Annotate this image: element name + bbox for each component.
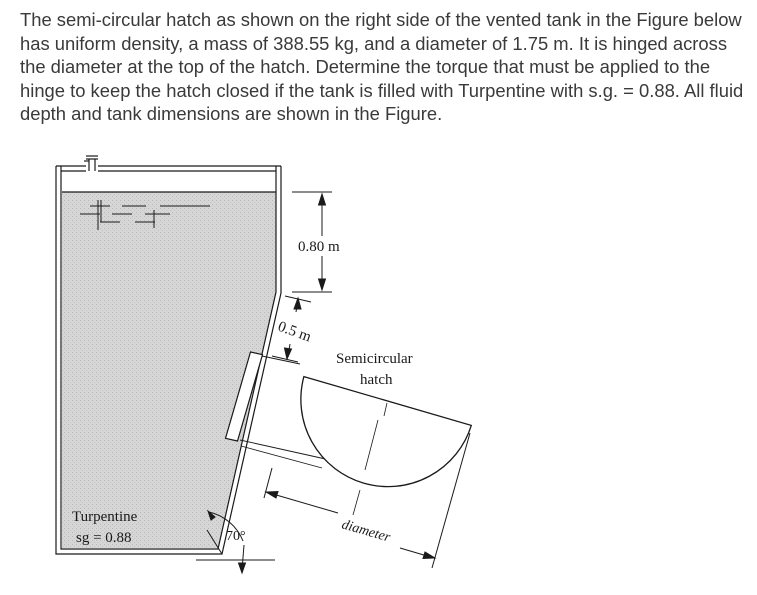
fluid-label-line1: Turpentine	[72, 509, 138, 525]
fluid-label-line2: sg = 0.88	[76, 530, 132, 546]
semicircular-hatch	[301, 377, 471, 487]
turpentine-fluid	[62, 192, 276, 548]
hatch-label-line1: Semicircular	[336, 351, 413, 367]
dim-slant-label: 0.5 m	[275, 318, 314, 346]
diameter-label: diameter	[339, 517, 392, 546]
dim-top-label: 0.80 m	[298, 239, 340, 255]
vent-icon	[84, 156, 98, 171]
angle-label: 70°	[226, 529, 246, 544]
hatch-label-line2: hatch	[360, 372, 393, 388]
problem-statement: The semi-circular hatch as shown on the right side of the vented tank in the Figure below has uniform density, a mass of 388.55 kg, and a diameter of 1.75 m. It is hinged across the diameter at the top of the hatch. Determine the torque that must be applied to the hinge to keep the hatch closed if the tank is filled with Turpentine with s.g. = 0.88. All fluid depth and tank dimensions are shown in the Figure.	[20, 9, 744, 125]
